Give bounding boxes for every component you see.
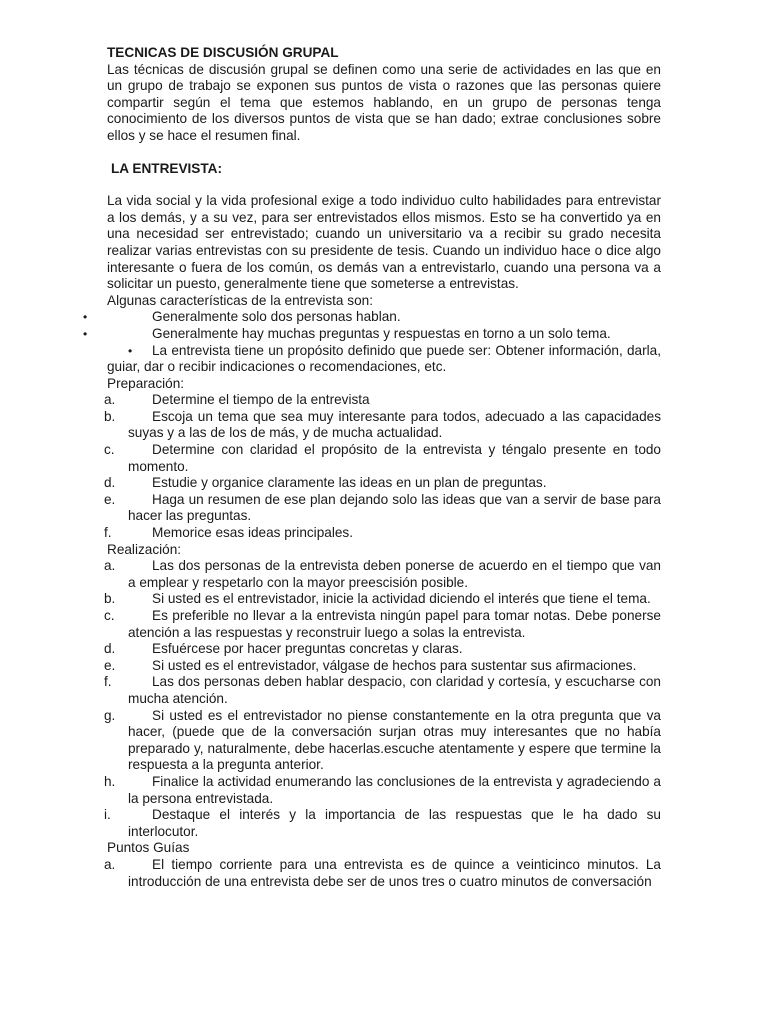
- bullet-icon: •: [83, 326, 88, 341]
- realizacion-list: [104, 558, 661, 840]
- realizacion-item-f: [104, 674, 661, 707]
- list-marker: b.: [104, 408, 116, 424]
- realizacion-item-g: [104, 707, 661, 774]
- preparacion-label: Preparación:: [107, 375, 185, 391]
- caracteristica-item: [83, 309, 661, 326]
- realizacion-item-c: [104, 608, 661, 641]
- realizacion-item-e: [104, 657, 661, 675]
- list-marker: f.: [104, 674, 112, 690]
- preparacion-text: Estudie y organice claramente las ideas en un plan de preguntas.: [152, 475, 547, 491]
- preparacion-list: [104, 392, 661, 541]
- preparacion-item-c: [104, 442, 661, 475]
- preparacion-text: Haga un resumen de ese plan dejando solo las ideas que van a servir de base para hacer las preguntas.: [128, 491, 661, 524]
- realizacion-item-d: [104, 641, 661, 658]
- document-page: [83, 45, 661, 890]
- list-marker: i.: [104, 807, 111, 823]
- realizacion-text: Si usted es el entrevistador, inicie la actividad diciendo el interés que tiene el tema.: [152, 591, 651, 607]
- realizacion-text: Si usted es el entrevistador, válgase de hechos para sustentar sus afirmaciones.: [152, 657, 637, 673]
- list-marker: f.: [104, 525, 112, 541]
- section-title: LA ENTREVISTA:: [111, 160, 223, 176]
- spacer: [107, 177, 661, 193]
- realizacion-text: Las dos personas deben hablar despacio, con claridad y cortesía, y escucharse con mucha atención.: [128, 674, 661, 706]
- preparacion-text: Memorice esas ideas principales.: [152, 525, 353, 541]
- list-marker: b.: [104, 591, 116, 607]
- realizacion-label: Realización:: [107, 541, 182, 557]
- preparacion-item-a: [104, 392, 661, 409]
- realizacion-item-i: [104, 807, 661, 840]
- list-marker: e.: [104, 491, 116, 507]
- preparacion-text: Escoja un tema que sea muy interesante para todos, adecuado a las capacidades suyas y a las de los de más, y de mucha actualidad.: [128, 408, 661, 441]
- list-marker: g.: [104, 707, 116, 723]
- realizacion-text: Finalice la actividad enumerando las conclusiones de la entrevista y agradeciendo a la persona entrevistada.: [128, 773, 661, 806]
- preparacion-text: Determine con claridad el propósito de la entrevista y téngalo presente en todo momento.: [128, 442, 661, 474]
- bullet-icon: •: [83, 310, 88, 325]
- realizacion-item-h: [104, 773, 661, 807]
- document-title: TECNICAS DE DISCUSIÓN GRUPAL: [107, 45, 339, 60]
- caracteristica-item: [107, 343, 661, 376]
- realizacion-text: Las dos personas de la entrevista deben ponerse de acuerdo en el tiempo que van a emplear y respetarlo con la mayor preescisión posible.: [128, 558, 661, 590]
- intro-paragraph: Las técnicas de discusión grupal se definen como una serie de actividades en las que en un grupo de trabajo se exponen sus puntos de vista o razones que las personas quiere compartir según el tema que estemos hablando, en un grupo de personas tenga conocimiento de los diversos puntos de vista que se han dado; extrae conclusiones sobre ellos y se hace el resumen final.: [107, 61, 661, 143]
- list-marker: e.: [104, 657, 116, 673]
- caracteristicas-label: Algunas características de la entrevista son:: [107, 292, 373, 308]
- preparacion-item-b: [104, 408, 661, 442]
- list-marker: d.: [104, 475, 116, 491]
- list-marker: d.: [104, 641, 116, 657]
- spacer: [107, 145, 661, 161]
- caracteristica-text: Generalmente hay muchas preguntas y respuestas en torno a un solo tema.: [152, 325, 611, 341]
- caracteristica-text: La entrevista tiene un propósito definido que puede ser: Obtener información, darla, guiar, dar o recibir indicaciones o recomendaciones, etc.: [107, 342, 661, 375]
- bullet-icon: •: [128, 343, 133, 358]
- list-marker: c.: [104, 442, 115, 458]
- realizacion-item-a: [104, 558, 661, 591]
- realizacion-text: Esfuércese por hacer preguntas concretas y claras.: [152, 641, 463, 657]
- realizacion-text: Destaque el interés y la importancia de las respuestas que le ha dado su interlocutor.: [128, 807, 661, 839]
- list-marker: c.: [104, 608, 115, 623]
- list-marker: h.: [104, 773, 116, 789]
- caracteristica-item: [83, 325, 661, 343]
- puntos-item-a: [104, 856, 661, 890]
- realizacion-text: Si usted es el entrevistador no piense constantemente en la otra pregunta que va hacer, (puede que de la conversación surjan otras muy interesantes que no había preparado y, naturalmente, debe hacerlas.escuche atentamente y espere que termine la respuesta a la pregunta anterior.: [128, 707, 661, 773]
- realizacion-item-b: [104, 591, 661, 608]
- puntos-label: Puntos Guías: [107, 840, 190, 856]
- puntos-text: El tiempo corriente para una entrevista es de quince a veinticinco minutos. La introducción de una entrevista debe ser de unos tres o cuatro minutos de conversación: [128, 856, 661, 889]
- caracteristica-text: Generalmente solo dos personas hablan.: [152, 309, 401, 325]
- preparacion-text: Determine el tiempo de la entrevista: [152, 392, 370, 408]
- caracteristicas-list: [83, 309, 661, 375]
- preparacion-item-f: [104, 525, 661, 542]
- realizacion-text: Es preferible no llevar a la entrevista ningún papel para tomar notas. Debe ponerse atención a las respuestas y reconstruir luego a solas la entrevista.: [128, 608, 661, 640]
- list-marker: a.: [104, 392, 116, 408]
- preparacion-item-d: [104, 475, 661, 492]
- puntos-list: [104, 856, 661, 890]
- preparacion-item-e: [104, 491, 661, 525]
- list-marker: a.: [104, 558, 116, 574]
- entrevista-paragraph: La vida social y la vida profesional exige a todo individuo culto habilidades para entrevistar a los demás, y a su vez, para ser entrevistados ellos mismos. Esto se ha convertido ya en una necesidad ser entrevistado; cuando un universitario va a recibir su grado necesita realizar varias entrevistas con su presidente de tesis. Cuando un individuo hace o dice algo interesante o fuera de los común, os demás van a entrevistarlo, cuando una persona va a solicitar un puesto, generalmente tiene que someterse a entrevistas.: [107, 193, 661, 292]
- list-marker: a.: [104, 856, 116, 872]
